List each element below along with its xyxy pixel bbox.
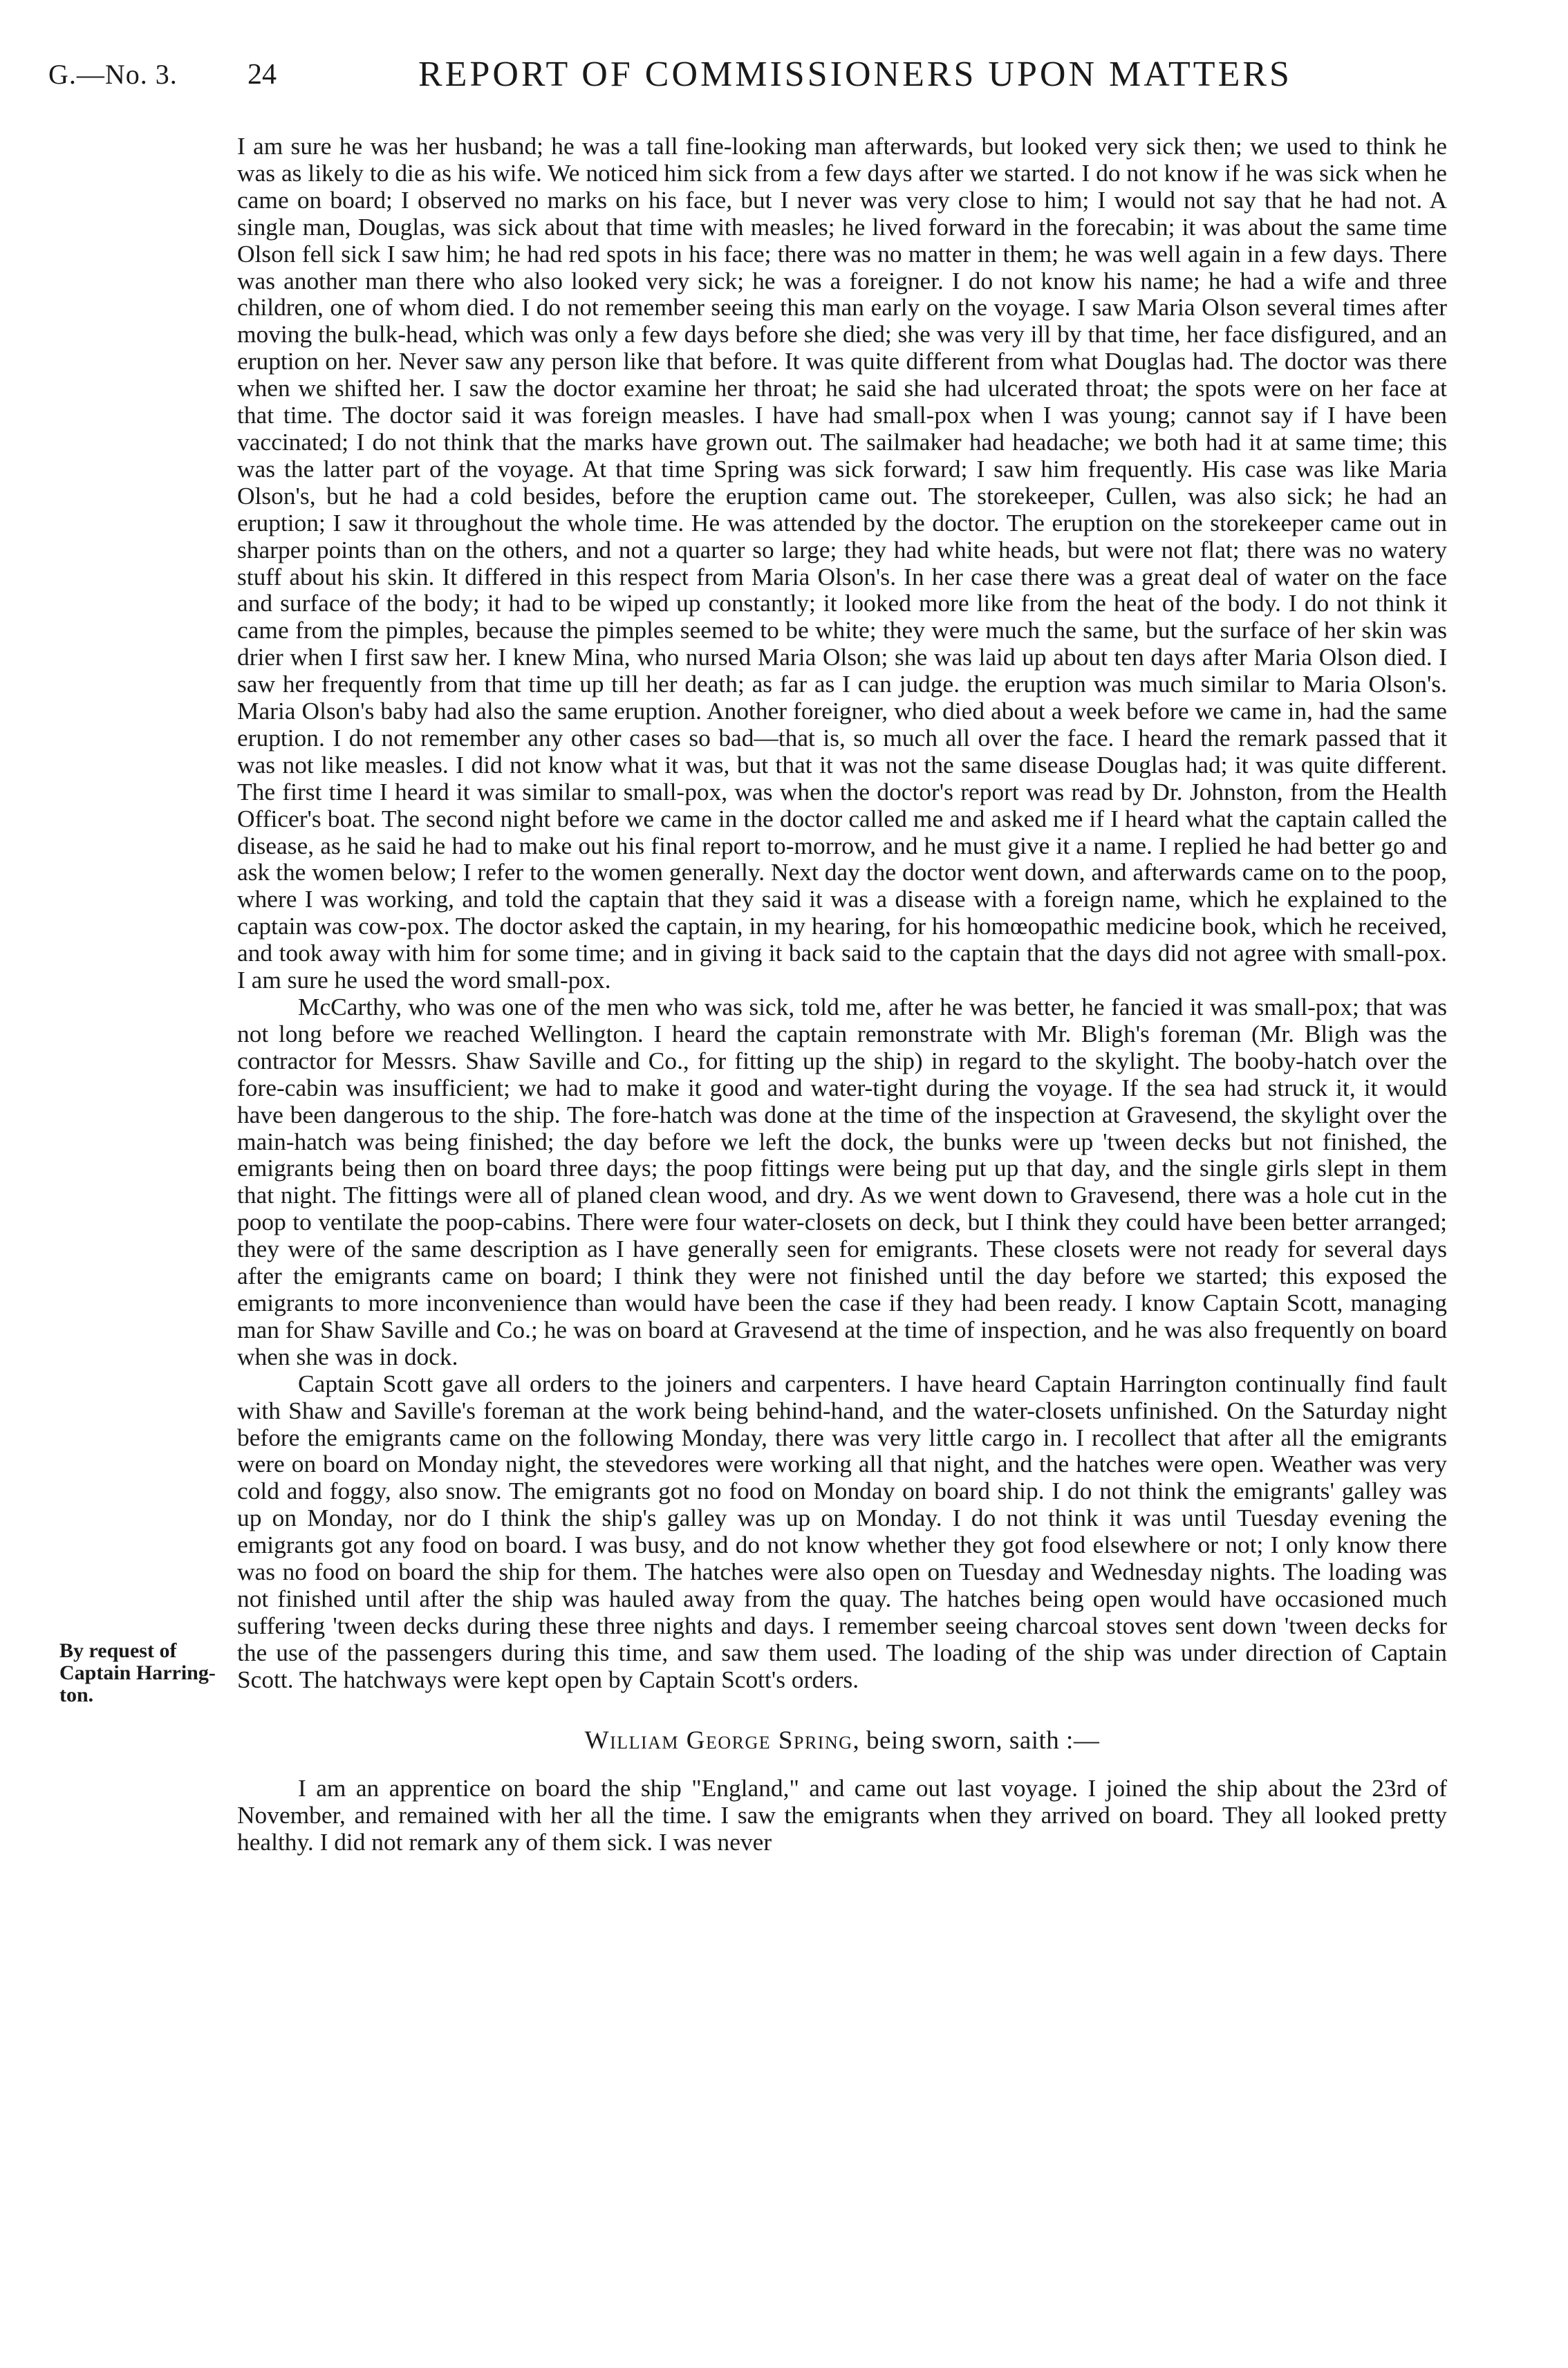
paragraph: McCarthy, who was one of the men who was sick, told me, after he was better, he fancied it was small-pox; that was not long before we reached Wellington. I heard the captain remonstrate with Mr. Bligh's foreman (Mr. Bligh was the contractor for Messrs. Shaw Saville and Co., for fitting up the ship) in regard to the skylight. The booby-hatch over the fore-cabin was insufficient; we had to make it good and water-tight during the voyage. If the sea had struck it, it would have been dangerous to the ship. The fore-hatch was done at the time of the inspection at Gravesend, the skylight over the main-hatch was being finished; the day before we left the dock, the bunks were up 'tween decks but not finished, the emigrants being then on board three days; the poop fittings were being put up that day, and the single girls slept in them that night. The fittings were all of planed clean wood, and dry. As we went down to Gravesend, there was a hole cut in the poop to ventilate the poop-cabins. There were four water-closets on deck, but I think they could have been better arranged; they were of the same description as I have generally seen for emigrants. These closets were not ready for several days after the emigrants came on board; I think they were not finished until the day before we started; this exposed the emigrants to more inconvenience than would have been the case if they had been ready. I know Captain Scott, managing man for Shaw Saville and Co.; he was on board at Gravesend at the time of inspection, and he was also frequently on board when she was in dock. xyxy=(237,993,1447,1370)
page-number: 24 xyxy=(248,59,277,91)
witness-name: William George Spring xyxy=(584,1726,853,1755)
margin-note xyxy=(59,1640,232,1706)
document-reference: G.—No. 3. xyxy=(48,59,178,90)
paragraph: Captain Scott gave all orders to the joiners and carpenters. I have heard Captain Harrington continually find fault with Shaw and Saville's foreman at the work being behind-hand, and the water-closets unfinished. On the Saturday night before the emigrants came on the following Monday, there was very little cargo in. I recollect that after all the emigrants were on board on Monday night, the stevedores were working all that night, and the hatches were open. Weather was very cold and foggy, also snow. The emigrants got no food on Monday on board ship. I do not think the emigrants' galley was up on Monday, nor do I think the ship's galley was up on Monday. I do not think it was until Tuesday evening the emigrants got any food on board. I was busy, and do not know whether they got food elsewhere or not; I only know there was no food on board the ship for them. The hatches were also open on Tuesday and Wednesday nights. The loading was not finished until after the ship was hauled away from the quay. The hatches being open would have occasioned much suffering 'tween decks during these three nights and days. I remember seeing charcoal stoves sent down 'tween decks for the use of the passengers during this time, and saw them used. The loading of the ship was under direction of Captain Scott. The hatchways were kept open by Captain Scott's orders. xyxy=(237,1369,1447,1693)
margin-note-line: By request of xyxy=(59,1639,177,1662)
witness-heading-suffix: , being sworn, saith :— xyxy=(852,1726,1100,1755)
witness-heading xyxy=(237,1728,1447,1755)
body-text xyxy=(237,133,1447,1856)
paragraph: I am an apprentice on board the ship "England," and came out last voyage. I joined the ship about the 23rd of November, and remained with her all the time. I saw the emigrants when they arrived on board. They all looked pretty healthy. I did not remark any of them sick. I was never xyxy=(237,1774,1447,1856)
margin-note-line: ton. xyxy=(59,1684,94,1706)
margin-note-line: Captain Harring- xyxy=(59,1661,216,1684)
page-header xyxy=(48,54,1521,102)
running-title: REPORT OF COMMISSIONERS UPON MATTERS xyxy=(418,55,1292,94)
paragraph: I am sure he was her husband; he was a tall fine-looking man afterwards, but looked very sick then; we used to think he was as likely to die as his wife. We noticed him sick from a few days after we started. I do not know if he was sick when he came on board; I observed no marks on his face, but I never was very close to him; I would not say that he had not. A single man, Douglas, was sick about that time with measles; he lived forward in the forecabin; it was about the same time Olson fell sick I saw him; he had red spots in his face; there was no matter in them; he was well again in a few days. There was another man there who also looked very sick; he was a foreigner. I do not know his name; he had a wife and three children, one of whom died. I do not remember seeing this man early on the voyage. I saw Maria Olson several times after moving the bulk-head, which was only a few days before she died; she was very ill by that time, her face disfigured, and an eruption on her. Never saw any person like that before. It was quite different from what Douglas had. The doctor was there when we shifted her. I saw the doctor examine her throat; he said she had ulcerated throat; the spots were on her face at that time. The doctor said it was foreign measles. I have had small-pox when I was young; cannot say if I have been vaccinated; I do not think that the marks have grown out. The sailmaker had headache; we both had it at same time; this was the latter part of the voyage. At that time Spring was sick forward; I saw him frequently. His case was like Maria Olson's, but he had a cold besides, before the eruption came out. The storekeeper, Cullen, was also sick; he had an eruption; I saw it throughout the whole time. He was attended by the doctor. The eruption on the storekeeper came out in sharper points than on the others, and not a quarter so large; they had white heads, but were not flat; there was no watery stuff about his skin. It differed in this respect from Maria Olson's. In her case there was a great deal of water on the face and surface of the body; it had to be wiped up constantly; it looked more like from the heat of the body. I do not think it came from the pimples, because the pimples seemed to be white; they were much the same, but the surface of her skin was drier when I first saw her. I knew Mina, who nursed Maria Olson; she was laid up about ten days after Maria Olson died. I saw her frequently from that time up till her death; as far as I can judge. the eruption was much similar to Maria Olson's. Maria Olson's baby had also the same eruption. Another foreigner, who died about a week before we came in, had the same eruption. I do not remember any other cases so bad—that is, so much all over the face. I heard the remark passed that it was not like measles. I did not know what it was, but that it was not the same disease Douglas had; it was quite different. The first time I heard it was similar to small-pox, was when the doctor's report was read by Dr. Johnston, from the Health Officer's boat. The second night before we came in the doctor called me and asked me if I heard what the captain called the disease, as he said he had to make out his final report to-morrow, and he must give it a name. I replied he had better go and ask the women below; I refer to the women generally. Next day the doctor went down, and afterwards came on to the poop, where I was working, and told the captain that they said it was a disease with a foreign name, which he explained to the captain was cow-pox. The doctor asked the captain, in my hearing, for his homœopathic medicine book, which he received, and took away with him for some time; and in giving it back said to the captain that the days did not agree with small-pox. I am sure he used the word small-pox. xyxy=(237,132,1447,994)
